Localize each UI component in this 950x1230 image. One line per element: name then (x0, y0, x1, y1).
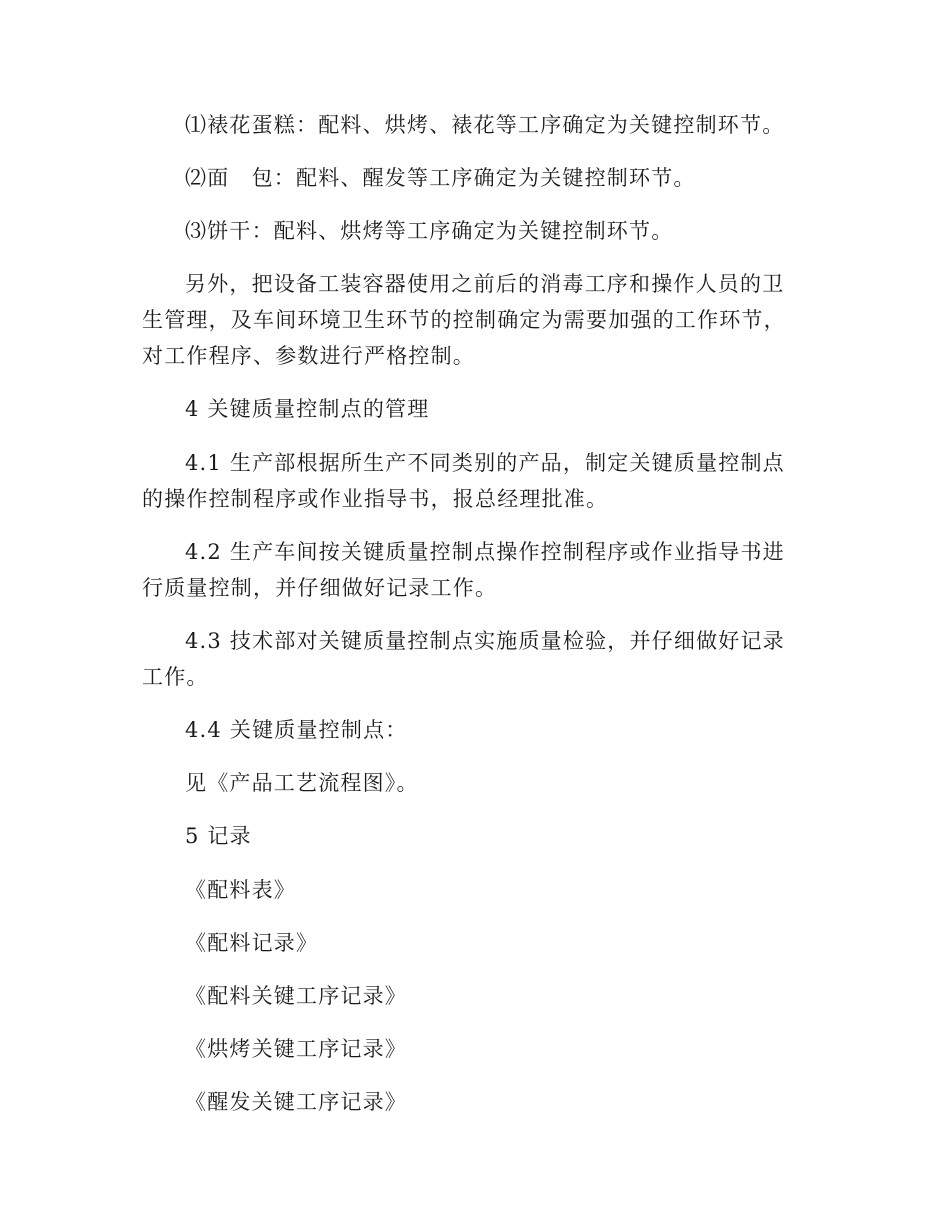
record-item: 《配料关键工序记录》 (185, 984, 407, 1008)
paragraph-4-4: 4.4 关键质量控制点： (185, 718, 408, 742)
paragraph-4-1: 4.1 生产部根据所生产不同类别的产品，制定关键质量控制点的操作控制程序或作业指导书，报总经理批准。 (142, 451, 785, 511)
record-item: 《醒发关键工序记录》 (185, 1090, 407, 1114)
paragraph-4-3: 4.3 技术部对关键质量控制点实施质量检验，并仔细做好记录工作。 (142, 629, 785, 689)
record-item: 《配料记录》 (185, 931, 319, 955)
record-item: 《烘烤关键工序记录》 (185, 1037, 407, 1061)
paragraph-4-2: 4.2 生产车间按关键质量控制点操作控制程序或作业指导书进行质量控制，并仔细做好记录工作。 (142, 540, 785, 600)
paragraph-biscuit-control: ⑶饼干：配料、烘烤等工序确定为关键控制环节。 (185, 219, 674, 243)
section-heading-5: 5 记录 (185, 824, 252, 848)
paragraph-hygiene-control: 另外，把设备工装容器使用之前后的消毒工序和操作人员的卫生管理，及车间环境卫生环节的控制确定为需要加强的工作环节，对工作程序、参数进行严格控制。 (142, 272, 786, 368)
paragraph-cake-control: ⑴裱花蛋糕：配料、烘烤、裱花等工序确定为关键控制环节。 (185, 113, 785, 137)
record-item: 《配料表》 (185, 878, 296, 902)
paragraph-bread-control: ⑵面 包：配料、醒发等工序确定为关键控制环节。 (185, 166, 696, 190)
paragraph-flowchart-ref: 见《产品工艺流程图》。 (185, 771, 419, 795)
section-heading-4: 4 关键质量控制点的管理 (185, 397, 430, 421)
